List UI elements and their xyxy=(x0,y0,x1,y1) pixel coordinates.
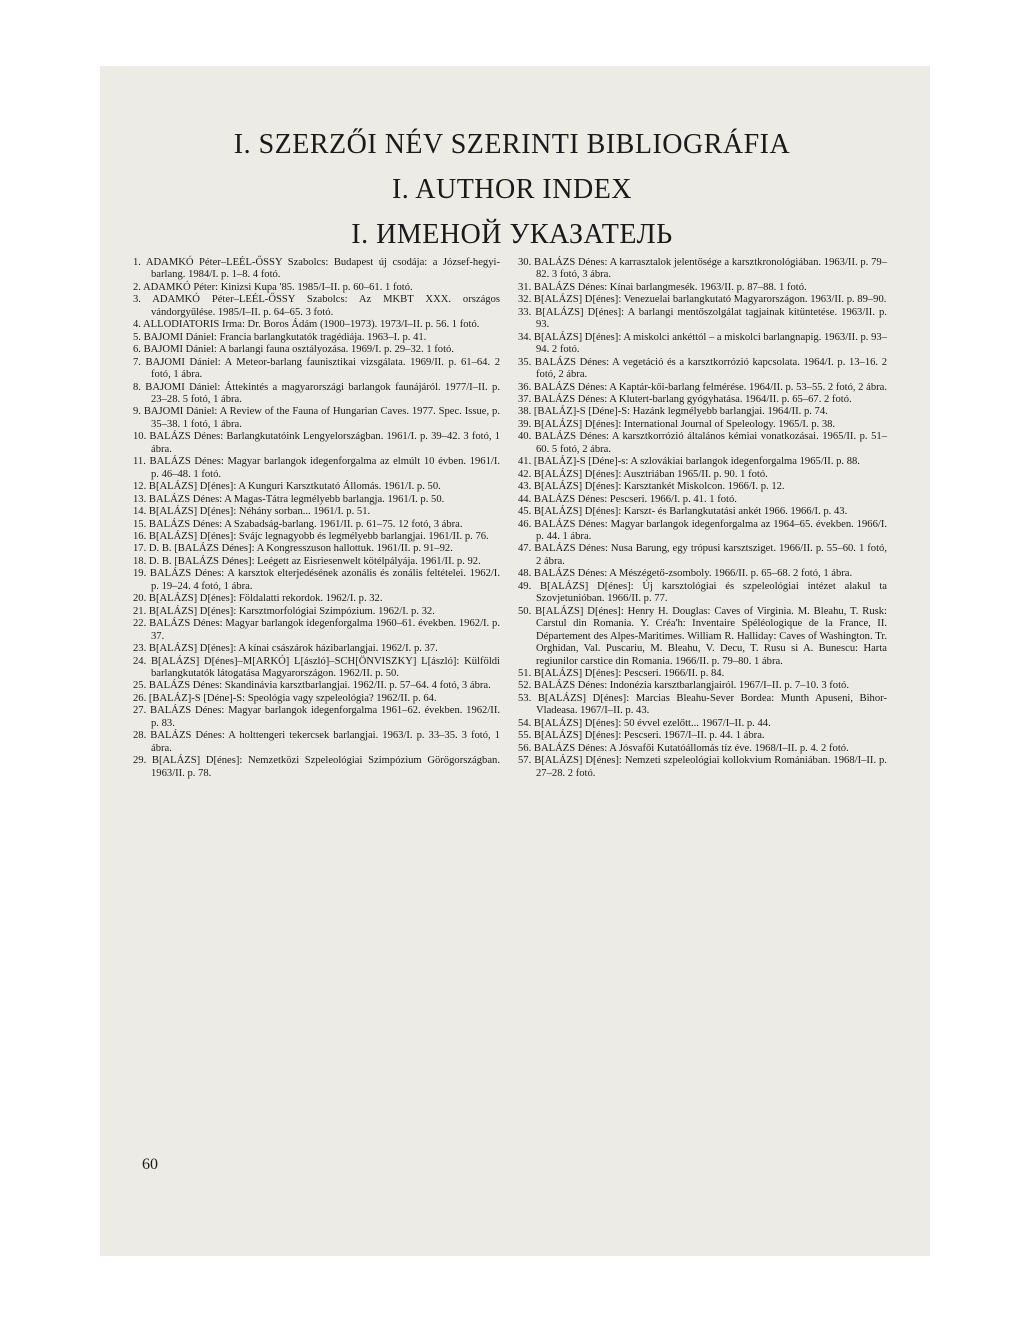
page-number: 60 xyxy=(142,1156,158,1173)
bibliography-entry: 51. B[ALÁZS] D[énes]: Pescseri. 1966/II. p. 84. xyxy=(518,667,725,679)
bibliography-entry: 49. B[ALÁZS] D[énes]: Új karsztológiai és szpeleológiai intézet alakul ta Szovjetunióban. 1966/II. p. 77. xyxy=(518,580,887,605)
bibliography-entry: 16. B[ALÁZS] D[énes]: Svájc legnagyobb és legmélyebb barlangjai. 1961/II. p. 76. xyxy=(133,530,489,542)
bibliography-entry: 18. D. B. [BALÁZS Dénes]: Leégett az Eisriesenwelt kötélpályája. 1961/II. p. 92. xyxy=(133,555,481,567)
bibliography-entry: 30. BALÁZS Dénes: A karrasztalok jelentősége a karsztkronológiában. 1963/II. p. 79–82. 3 fotó, 3 ábra. xyxy=(518,257,887,281)
bibliography-entry: 27. BALÁZS Dénes: Magyar barlangok idegenforgalma 1961–62. években. 1962/II. p. 83. xyxy=(133,705,500,729)
bibliography-entry: 47. BALÁZS Dénes: Nusa Barung, egy trópusi karsztsziget. 1966/II. p. 55–60. 1 fotó, 2 ábra. xyxy=(518,543,887,567)
title-hungarian: I. SZERZŐI NÉV SZERINTI BIBLIOGRÁFIA xyxy=(233,129,791,160)
bibliography-entry: 33. B[ALÁZS] D[énes]: A barlangi mentőszolgálat tagjainak kitüntetése. 1963/II. p. 93. xyxy=(518,306,887,331)
bibliography-entry: 7. BAJOMI Dániel: A Meteor-barlang faunisztikai vizsgálata. 1969/II. p. 61–64. 2 fotó, 1 ábra. xyxy=(133,356,500,381)
bibliography-entry: 29. B[ALÁZS] D[énes]: Nemzetközi Szpeleológiai Szimpózium Görögországban. 1963/II. p. 78. xyxy=(133,755,500,779)
bibliography-entry: 25. BALÁZS Dénes: Skandinávia karsztbarlangjai. 1962/II. p. 57–64. 4 fotó, 3 ábra. xyxy=(133,680,491,692)
bibliography-entry: 53. B[ALÁZS] D[énes]: Marcias Bleahu-Sever Bordea: Munth Apuseni, Bihor-Vladeasa. 1967/I–II. p. 43. xyxy=(518,692,887,717)
bibliography-entry: 13. BALÁZS Dénes: A Magas-Tátra legmélyebb barlangja. 1961/I. p. 50. xyxy=(133,493,445,505)
bibliography-entry: 44. BALÁZS Dénes: Pescseri. 1966/I. p. 41. 1 fotó. xyxy=(518,493,737,505)
bibliography-entry: 19. BALÁZS Dénes: A karsztok elterjedésének azonális és zonális feltételei. 1962/I. p. 19–24. 4 fotó, 1 ábra. xyxy=(133,568,500,592)
bibliography-entry: 15. BALÁZS Dénes: A Szabadság-barlang. 1961/II. p. 61–75. 12 fotó, 3 ábra. xyxy=(133,518,463,530)
bibliography-entry: 56. BALÁZS Dénes: A Jósvafői Kutatóállomás tíz éve. 1968/I–II. p. 4. 2 fotó. xyxy=(518,742,849,754)
title-russian: I. ИМЕНОЙ УКАЗАТЕЛЬ xyxy=(351,219,673,250)
bibliography-entry: 32. B[ALÁZS] D[énes]: Venezuelai barlangkutató Magyarországon. 1963/II. p. 89–90. xyxy=(518,294,887,306)
bibliography-entry: 24. B[ALÁZS] D[énes]–M[ARKÓ] L[ászló]–SCH[ÖNVISZKY] L[ászló]: Külföldi barlangkutatók látogatása Magyarországon. 1962/II. p. 50. xyxy=(133,655,500,679)
bibliography-entry: 28. BALÁZS Dénes: A holttengeri tekercsek barlangjai. 1963/I. p. 33–35. 3 fotó, 1 ábra. xyxy=(133,730,500,754)
bibliography-entry: 41. [BALÁZ]-S [Déne]-s: A szlovákiai barlangok idegenforgalma 1965/II. p. 88. xyxy=(518,456,860,468)
bibliography-entry: 6. BAJOMI Dániel: A barlangi fauna osztályozása. 1969/I. p. 29–32. 1 fotó. xyxy=(133,344,454,356)
left-column xyxy=(133,257,500,780)
bibliography-entry: 42. B[ALÁZS] D[énes]: Ausztriában 1965/II. p. 90. 1 fotó. xyxy=(518,468,768,480)
bibliography-entry: 43. B[ALÁZS] D[énes]: Karsztankét Miskolcon. 1966/I. p. 12. xyxy=(518,481,785,493)
bibliography-entry: 1. ADAMKÓ Péter–LEÉL-ŐSSY Szabolcs: Budapest új csodája: a József-hegyi-barlang. 1984/I. p. 1–8. 4 fotó. xyxy=(133,257,500,281)
right-column xyxy=(518,257,887,780)
bibliography-entry: 26. [BALÁZ]-S [Déne]-S: Speológia vagy szpeleológia? 1962/II. p. 64. xyxy=(133,692,437,704)
bibliography-entry: 34. B[ALÁZS] D[énes]: A miskolci ankéttól – a miskolci barlangnapig. 1963/II. p. 93–94. 2 fotó. xyxy=(518,331,887,356)
bibliography-entry: 48. BALÁZS Dénes: A Mészégető-zsomboly. 1966/II. p. 65–68. 2 fotó, 1 ábra. xyxy=(518,568,853,580)
bibliography-entry: 31. BALÁZS Dénes: Kínai barlangmesék. 1963/II. p. 87–88. 1 fotó. xyxy=(518,281,807,293)
bibliography-entry: 2. ADAMKÓ Péter: Kinizsi Kupa '85. 1985/I–II. p. 60–61. 1 fotó. xyxy=(133,281,413,293)
bibliography-entry: 55. B[ALÁZS] D[énes]: Pescseri. 1967/I–II. p. 44. 1 ábra. xyxy=(518,730,765,742)
bibliography-entry: 23. B[ALÁZS] D[énes]: A kínai császárok házibarlangjai. 1962/I. p. 37. xyxy=(133,643,438,655)
bibliography-entry: 37. BALÁZS Dénes: A Klutert-barlang gyógyhatása. 1964/II. p. 65–67. 2 fotó. xyxy=(518,393,852,405)
bibliography-entry: 35. BALÁZS Dénes: A vegetáció és a karsztkorrózió kapcsolata. 1964/I. p. 13–16. 2 fotó, 2 ábra. xyxy=(518,356,887,381)
bibliography-entry: 57. B[ALÁZS] D[énes]: Nemzeti szpeleológiai kollokvium Romániában. 1968/I–II. p. 27–28. 2 fotó. xyxy=(518,755,887,779)
bibliography-entry: 12. B[ALÁZS] D[énes]: A Kunguri Karsztkutató Állomás. 1961/I. p. 50. xyxy=(133,481,441,493)
bibliography-entry: 40. BALÁZS Dénes: A karsztkorrózió általános kémiai vonatkozásai. 1965/II. p. 51–60. 5 fotó, 2 ábra. xyxy=(518,431,887,455)
bibliography-entry: 22. BALÁZS Dénes: Magyar barlangok idegenforgalma 1960–61. években. 1962/I. p. 37. xyxy=(133,618,500,642)
bibliography-entry: 10. BALÁZS Dénes: Barlangkutatóink Lengyelországban. 1961/I. p. 39–42. 3 fotó, 1 ábra. xyxy=(133,431,500,455)
bibliography-entry: 17. D. B. [BALÁZS Dénes]: A Kongresszuson hallottuk. 1961/II. p. 91–92. xyxy=(133,543,453,555)
bibliography-entry: 39. B[ALÁZS] D[énes]: International Journal of Speleology. 1965/I. p. 38. xyxy=(518,418,836,430)
bibliography-entry: 3. ADAMKÓ Péter–LEÉL-ŐSSY Szabolcs: Az MKBT XXX. országos vándorgyűlése. 1985/I–II. p. 64–65. 3 fotó. xyxy=(133,294,500,318)
bibliography-entry: 8. BAJOMI Dániel: Áttekintés a magyarországi barlangok faunájáról. 1977/I–II. p. 23–28. 5 fotó, 1 ábra. xyxy=(133,381,500,405)
bibliography-entry: 14. B[ALÁZS] D[énes]: Néhány sorban... 1961/I. p. 51. xyxy=(133,506,371,518)
bibliography-entry: 46. BALÁZS Dénes: Magyar barlangok idegenforgalma az 1964–65. években. 1966/I. p. 44. 1 ábra. xyxy=(518,518,887,542)
bibliography-entry: 45. B[ALÁZS] D[énes]: Karszt- és Barlangkutatási ankét 1966. 1966/I. p. 43. xyxy=(518,506,848,518)
bibliography-entry: 4. ALLODIATORIS Irma: Dr. Boros Ádám (1900–1973). 1973/I–II. p. 56. 1 fotó. xyxy=(133,319,480,331)
bibliography-entry: 52. BALÁZS Dénes: Indonézia karsztbarlangjairól. 1967/I–II. p. 7–10. 3 fotó. xyxy=(518,680,849,692)
bibliography-entry: 50. B[ALÁZS] D[énes]: Henry H. Douglas: Caves of Virginia. M. Bleahu, T. Rusk: Carstul din Romania. Y. Créa'h: Inventaire Spéléologique de la France, II. Département des Alpes-Maritimes. William R. Halliday: Caves of Washington. Tr. Orghidan, Val. Puscariu, M. Bleahu, V. Decu, T. Rusu si A. Bunescu: Harta regiunilor carstice din Romania. 1966/II. p. 79–80. 1 ábra. xyxy=(518,605,887,667)
bibliography-entry: 21. B[ALÁZS] D[énes]: Karsztmorfológiai Szimpózium. 1962/I. p. 32. xyxy=(133,605,435,617)
bibliography-entry: 5. BAJOMI Dániel: Francia barlangkutatók tragédiája. 1963–I. p. 41. xyxy=(133,331,427,343)
bibliography-entry: 11. BALÁZS Dénes: Magyar barlangok idegenforgalma az elmúlt 10 évben. 1961/I. p. 46–48. 1 fotó. xyxy=(133,456,500,480)
title-english: I. AUTHOR INDEX xyxy=(391,174,633,205)
bibliography-entry: 36. BALÁZS Dénes: A Kaptár-kői-barlang felmérése. 1964/II. p. 53–55. 2 fotó, 2 ábra. xyxy=(518,381,888,393)
bibliography-entry: 9. BAJOMI Dániel: A Review of the Fauna of Hungarian Caves. 1977. Spec. Issue, p. 35–38. 1 fotó, 1 ábra. xyxy=(133,406,500,430)
bibliography-entry: 54. B[ALÁZS] D[énes]: 50 évvel ezelőtt... 1967/I–II. p. 44. xyxy=(518,717,771,729)
bibliography-entry: 20. B[ALÁZS] D[énes]: Földalatti rekordok. 1962/I. p. 32. xyxy=(133,593,383,605)
title-block xyxy=(0,130,1024,250)
bibliography-entry: 38. [BALÁZ]-S [Déne]-S: Hazánk legmélyebb barlangjai. 1964/II. p. 74. xyxy=(518,406,828,418)
